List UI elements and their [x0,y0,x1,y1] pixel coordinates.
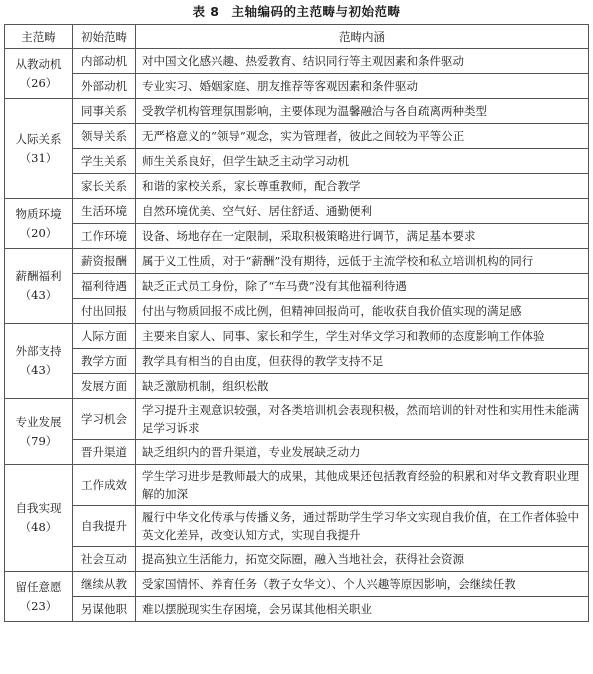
table-row [5,224,589,249]
main-category-count: （31） [19,150,58,165]
table-row [5,506,589,547]
table-row [5,74,589,99]
main-category-cell [5,99,73,199]
category-meaning-cell: 提高独立生活能力，拓宽交际圈，融入当地社会，获得社会资源 [136,547,589,572]
initial-category-cell: 同事关系 [73,99,136,124]
table-row [5,99,589,124]
table-row [5,572,589,597]
header-category-meaning: 范畴内涵 [136,25,589,49]
table-row [5,249,589,274]
initial-category-cell: 人际方面 [73,324,136,349]
initial-category-cell: 领导关系 [73,124,136,149]
table-row [5,274,589,299]
initial-category-cell: 另谋他职 [73,597,136,622]
category-meaning-cell: 专业实习、婚姻家庭、朋友推荐等客观因素和条件驱动 [136,74,589,99]
table-row [5,399,589,440]
main-category-cell [5,249,73,324]
main-category-name: 留任意愿 [15,579,62,594]
initial-category-cell: 生活环境 [73,199,136,224]
initial-category-cell: 发展方面 [73,374,136,399]
main-category-count: （43） [19,363,58,377]
table-row [5,374,589,399]
category-meaning-cell: 履行中华文化传承与传播义务，通过帮助学生学习华文实现自我价值，在工作者体验中英文化差异，改变认知方式，实现自我提升 [136,506,589,547]
initial-category-cell: 工作环境 [73,224,136,249]
main-category-count: （23） [19,598,58,613]
main-category-name: 专业发展 [15,414,62,429]
category-meaning-cell: 受家国情怀、养育任务（教子女华文）、个人兴趣等原因影响，会继续任教 [136,572,589,597]
main-category-count: （20） [19,225,58,240]
table-row [5,299,589,324]
table-row [5,597,589,622]
main-category-count: （43） [19,288,58,302]
table-row [5,174,589,199]
category-meaning-cell: 对中国文化感兴趣、热爱教育、结识同行等主观因素和条件驱动 [136,49,589,74]
main-category-name: 物质环境 [15,206,62,221]
main-category-name: 从教动机 [15,56,62,71]
main-category-count: （26） [19,75,58,90]
header-main-category: 主范畴 [5,25,73,49]
initial-category-cell: 福利待遇 [73,274,136,299]
table-header-row [5,25,589,49]
category-meaning-cell: 和谐的家校关系，家长尊重教师，配合教学 [136,174,589,199]
main-category-cell [5,324,73,399]
category-meaning-cell: 自然环境优美、空气好、居住舒适、通勤便利 [136,199,589,224]
main-category-name: 外部支持 [15,344,62,358]
initial-category-cell: 外部动机 [73,74,136,99]
category-meaning-cell: 学习提升主观意识较强，对各类培训机会表现积极，然而培训的针对性和实用性未能满足学习诉求 [136,399,589,440]
table-row [5,465,589,506]
main-category-cell [5,49,73,99]
category-meaning-cell: 缺乏正式员工身份，除了“车马费”没有其他福利待遇 [136,274,589,299]
table-row [5,349,589,374]
initial-category-cell: 自我提升 [73,506,136,547]
main-category-cell [5,465,73,572]
main-category-cell [5,572,73,622]
category-table [4,24,589,622]
category-meaning-cell: 缺乏激励机制，组织松散 [136,374,589,399]
initial-category-cell: 晋升渠道 [73,440,136,465]
table-number: 表 8 [192,4,220,19]
initial-category-cell: 薪资报酬 [73,249,136,274]
table-row [5,149,589,174]
category-meaning-cell: 师生关系良好，但学生缺乏主动学习动机 [136,149,589,174]
table-title: 主轴编码的主范畴与初始范畴 [231,4,401,19]
category-meaning-cell: 缺乏组织内的晋升渠道，专业发展缺乏动力 [136,440,589,465]
main-category-cell [5,199,73,249]
main-category-count: （48） [19,520,58,534]
initial-category-cell: 工作成效 [73,465,136,506]
category-meaning-cell: 付出与物质回报不成比例，但精神回报尚可，能收获自我价值实现的满足感 [136,299,589,324]
table-row [5,440,589,465]
table-row [5,547,589,572]
initial-category-cell: 教学方面 [73,349,136,374]
category-meaning-cell: 属于义工性质，对于“薪酬”没有期待，远低于主流学校和私立培训机构的同行 [136,249,589,274]
category-meaning-cell: 学生学习进步是教师最大的成果，其他成果还包括教育经验的积累和对华文教育职业理解的加深 [136,465,589,506]
table-row [5,49,589,74]
category-meaning-cell: 主要来自家人、同事、家长和学生，学生对华文学习和教师的态度影响工作体验 [136,324,589,349]
initial-category-cell: 家长关系 [73,174,136,199]
table-caption [0,2,593,20]
table-body [5,49,589,622]
main-category-cell [5,399,73,465]
initial-category-cell: 社会互动 [73,547,136,572]
category-meaning-cell: 设备、场地存在一定限制，采取积极策略进行调节，满足基本要求 [136,224,589,249]
main-category-count: （79） [19,433,58,448]
main-category-name: 人际关系 [15,131,62,146]
category-meaning-cell: 无严格意义的“领导”观念，实为管理者，彼此之间较为平等公正 [136,124,589,149]
main-category-name: 自我实现 [15,501,62,515]
table-row [5,124,589,149]
category-meaning-cell: 受教学机构管理氛围影响，主要体现为温馨融洽与各自疏离两种类型 [136,99,589,124]
table-row [5,324,589,349]
table-row [5,199,589,224]
initial-category-cell: 学生关系 [73,149,136,174]
initial-category-cell: 内部动机 [73,49,136,74]
category-meaning-cell: 难以摆脱现实生存困境，会另谋其他相关职业 [136,597,589,622]
initial-category-cell: 学习机会 [73,399,136,440]
main-category-name: 薪酬福利 [15,269,62,283]
header-initial-category: 初始范畴 [73,25,136,49]
category-meaning-cell: 教学具有相当的自由度，但获得的教学支持不足 [136,349,589,374]
initial-category-cell: 付出回报 [73,299,136,324]
initial-category-cell: 继续从教 [73,572,136,597]
